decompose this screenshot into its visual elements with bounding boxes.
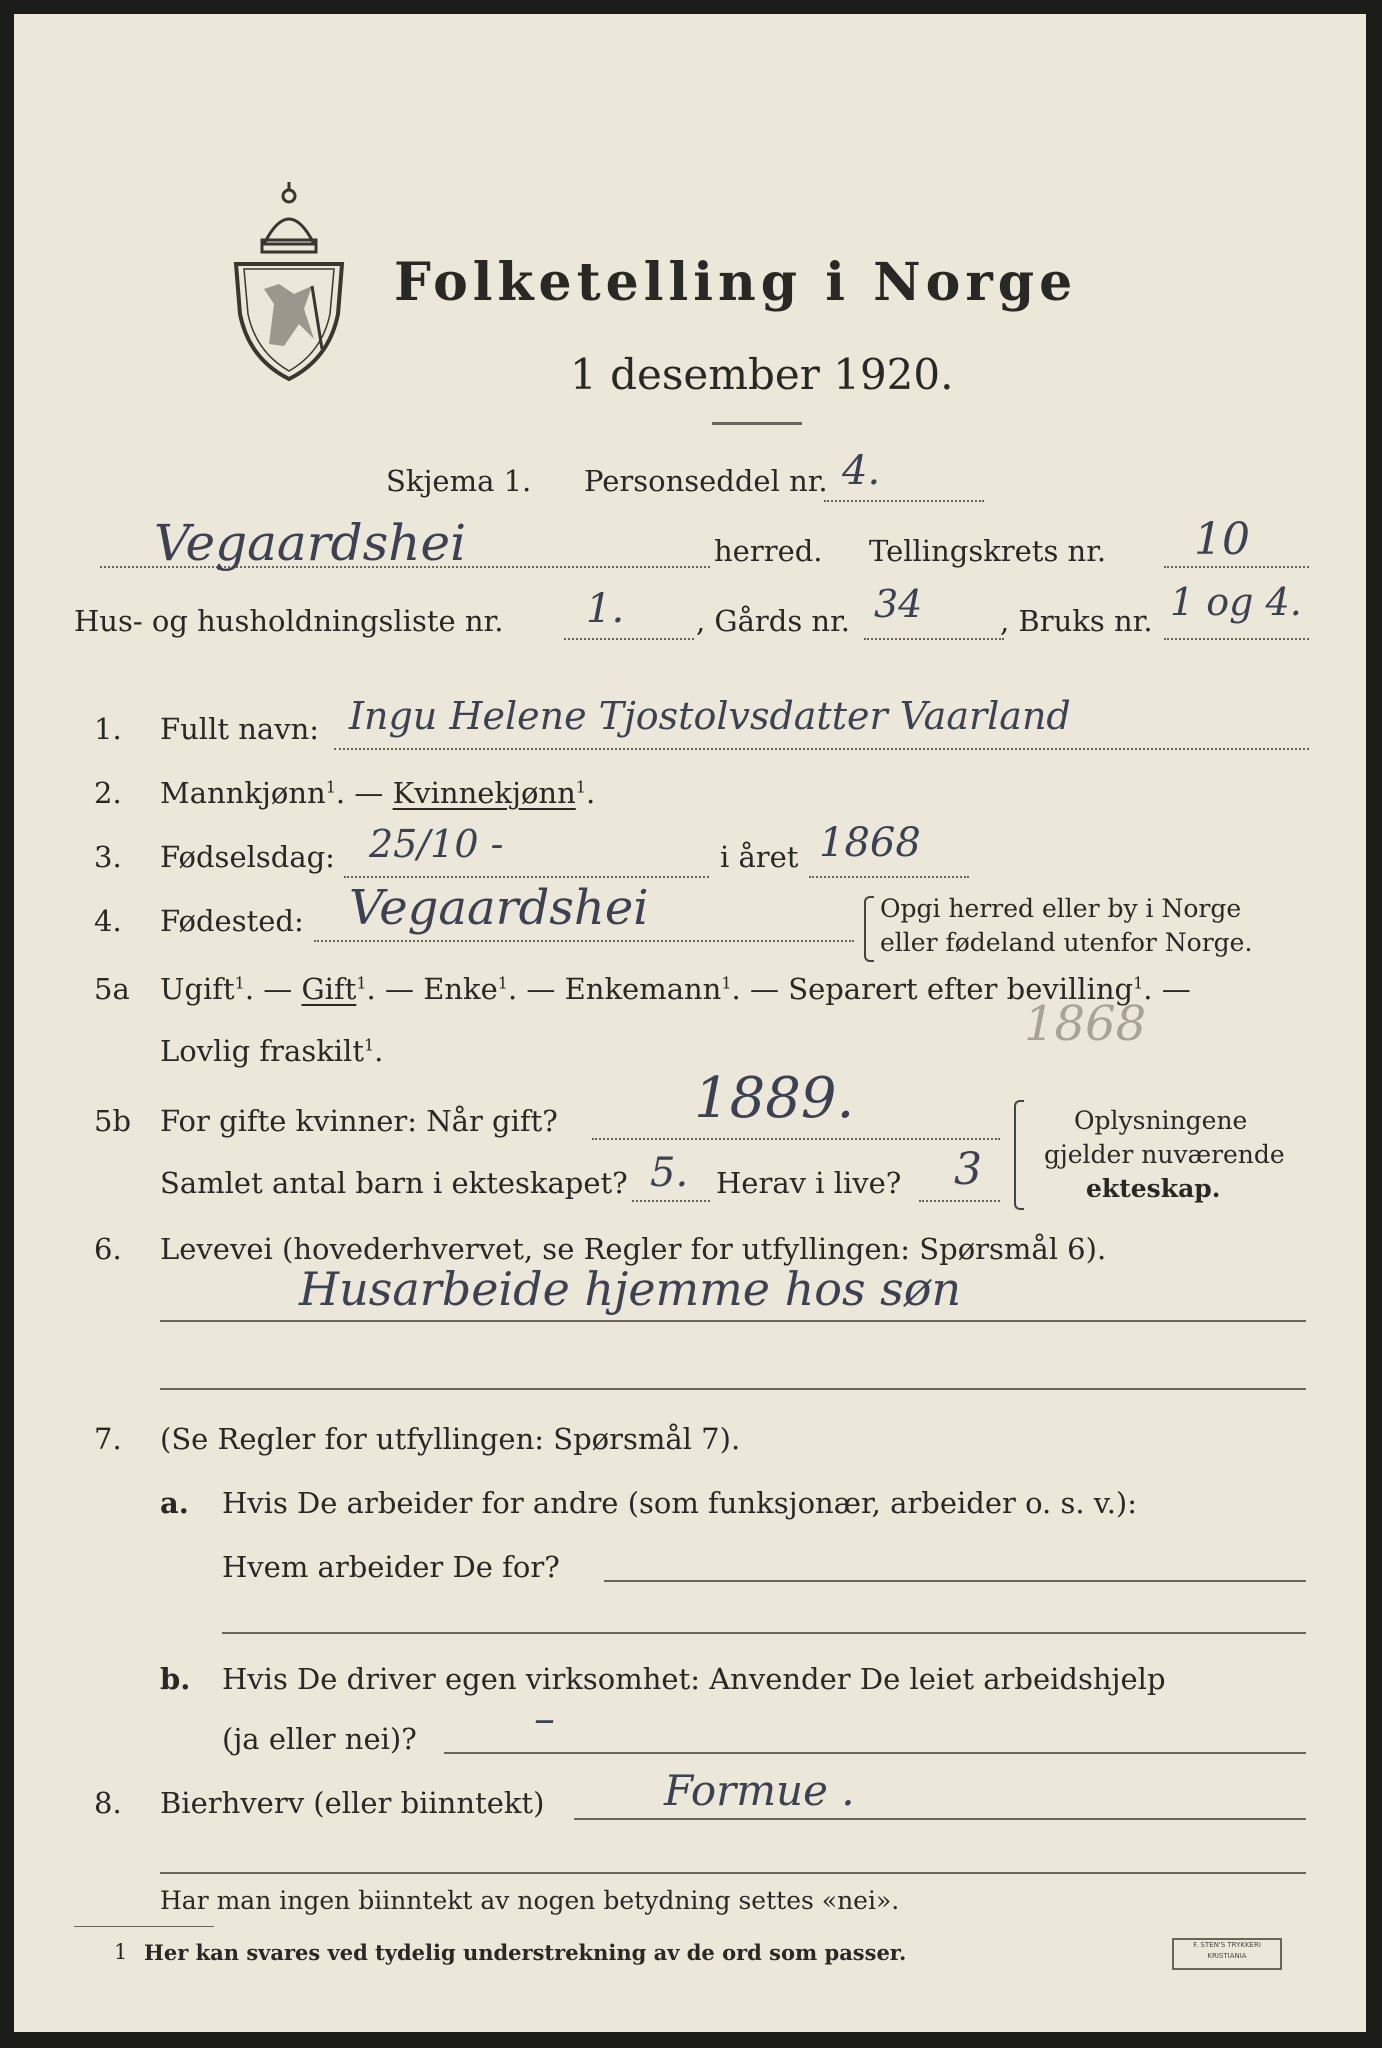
tellingskrets-field-line xyxy=(1164,566,1309,568)
q7b-text: Hvis De driver egen virksomhet: Anvender De leiet arbeidshjelp xyxy=(222,1662,1166,1696)
when-married-field-line xyxy=(592,1138,1000,1140)
census-form xyxy=(14,14,1366,2032)
fraskilt-period: . xyxy=(374,1034,384,1068)
q3-field-line xyxy=(344,876,709,878)
q8-label: Bierhverv (eller biinntekt) xyxy=(160,1786,545,1820)
full-name-value: Ingu Helene Tjostolvsdatter Vaarland xyxy=(349,694,1071,738)
ugift-footnote-mark: 1 xyxy=(234,973,245,993)
footnote-rule xyxy=(74,1926,214,1927)
bruks-label: , Bruks nr. xyxy=(1000,604,1153,638)
q8-field-line-2 xyxy=(160,1872,1306,1874)
q7b-value: – xyxy=(534,1694,555,1743)
q7b-question: (ja eller nei)? xyxy=(222,1722,417,1756)
q4-note-bracket xyxy=(864,896,874,962)
schema-label: Skjema 1. xyxy=(386,464,532,498)
q1-label: Fullt navn: xyxy=(160,712,320,746)
hus-label: Hus- og husholdningsliste nr. xyxy=(74,604,504,638)
gift-option: Gift xyxy=(301,972,357,1006)
gift-footnote-mark: 1 xyxy=(356,973,367,993)
printer-stamp xyxy=(1172,1938,1282,1970)
personseddel-label: Personseddel nr. xyxy=(584,464,828,498)
mann-footnote-mark: 1 xyxy=(325,777,336,797)
fraskilt-option: Lovlig fraskilt xyxy=(160,1034,364,1068)
q5a-number: 5a xyxy=(94,972,130,1006)
occupation-value: Husarbeide hjemme hos søn xyxy=(299,1262,962,1316)
q7a-letter: a. xyxy=(160,1486,189,1520)
nei-note: Har man ingen biinntekt av nogen betydning settes «nei». xyxy=(160,1886,900,1915)
separert-footnote-mark: 1 xyxy=(1133,973,1144,993)
children-alive-label: Herav i live? xyxy=(716,1166,902,1200)
mann-period: . xyxy=(335,776,346,810)
q8-field-line-1 xyxy=(574,1818,1306,1820)
bruks-value: 1 og 4. xyxy=(1170,580,1302,624)
herred-value: Vegaardshei xyxy=(154,514,467,572)
gards-field-line xyxy=(864,638,1004,640)
q4-note-line2: eller fødeland utenfor Norge. xyxy=(880,928,1253,957)
gift-dash: . — xyxy=(366,972,414,1006)
fraskilt-footnote-mark: 1 xyxy=(363,1035,375,1055)
q7-label: (Se Regler for utfyllingen: Spørsmål 7). xyxy=(160,1422,741,1456)
hus-field-line xyxy=(564,638,694,640)
year-label: i året xyxy=(720,840,799,874)
when-married-value: 1889. xyxy=(694,1066,855,1131)
enkemann-footnote-mark: 1 xyxy=(721,973,732,993)
q6-label: Levevei (hovederhvervet, se Regler for utfyllingen: Spørsmål 6). xyxy=(160,1232,1107,1266)
q4-label: Fødested: xyxy=(160,904,304,938)
q7-number: 7. xyxy=(94,1422,122,1456)
separert-dash: . — xyxy=(1143,972,1191,1006)
q4-note-line1: Opgi herred eller by i Norge xyxy=(880,894,1242,923)
ugift-option: Ugift xyxy=(160,972,235,1006)
q5b-note-line3: ekteskap. xyxy=(1086,1174,1221,1203)
q3-number: 3. xyxy=(94,840,122,874)
herred-label: herred. xyxy=(714,534,823,568)
form-title: Folketelling i Norge xyxy=(394,252,1078,313)
q5b-number: 5b xyxy=(94,1104,132,1138)
birthday-value: 25/10 - xyxy=(369,822,504,866)
kvinne-period: . xyxy=(585,776,596,810)
q2-separator: — xyxy=(354,776,384,810)
q6-field-line-2 xyxy=(160,1388,1306,1390)
q7a-question: Hvem arbeider De for? xyxy=(222,1550,560,1584)
q7b-letter: b. xyxy=(160,1662,191,1696)
mann-option: Mannkjønn xyxy=(160,776,326,810)
year-field-line xyxy=(809,876,969,878)
q4-number: 4. xyxy=(94,904,122,938)
footnote-text: Her kan svares ved tydelig understrekning av de ord som passer. xyxy=(144,1940,907,1965)
census-date: 1 desember 1920. xyxy=(570,350,954,399)
q5b-note-bracket xyxy=(1014,1100,1024,1210)
q4-field-line xyxy=(314,940,854,942)
children-total-label: Samlet antal barn i ekteskapet? xyxy=(160,1166,628,1200)
birth-year-value: 1868 xyxy=(819,820,921,866)
q7b-field-line xyxy=(444,1752,1306,1754)
bruks-field-line xyxy=(1164,638,1309,640)
q8-number: 8. xyxy=(94,1786,122,1820)
personseddel-field-line xyxy=(824,500,984,502)
kvinne-option: Kvinnekjønn xyxy=(392,776,576,810)
q6-field-line-1 xyxy=(160,1320,1306,1322)
q7a-text: Hvis De arbeider for andre (som funksjonær, arbeider o. s. v.): xyxy=(222,1486,1138,1520)
q5b-note-line2: gjelder nuværende xyxy=(1044,1140,1285,1169)
printer-stamp-line2: KRISTIANIA xyxy=(1207,1952,1247,1960)
printer-stamp-line1: F. STEN'S TRYKKERI xyxy=(1193,1941,1261,1949)
enkemann-dash: . — xyxy=(731,972,779,1006)
secondary-income-value: Formue . xyxy=(664,1766,855,1815)
children-total-field-line xyxy=(632,1200,710,1202)
kvinne-footnote-mark: 1 xyxy=(575,777,586,797)
fraskilt-option-row xyxy=(160,1034,383,1068)
birthplace-value: Vegaardshei xyxy=(349,880,649,936)
enke-dash: . — xyxy=(507,972,556,1006)
personseddel-value: 4. xyxy=(842,448,881,494)
gards-value: 34 xyxy=(874,582,923,626)
title-divider xyxy=(712,422,802,425)
hus-value: 1. xyxy=(586,586,625,632)
q7a-field-line-1 xyxy=(604,1580,1306,1582)
q1-field-line xyxy=(334,748,1309,750)
q2-number: 2. xyxy=(94,776,122,810)
coat-of-arms-icon xyxy=(224,174,354,384)
enkemann-option: Enkemann xyxy=(564,972,722,1006)
q5b-note-line1: Oplysningene xyxy=(1074,1106,1248,1135)
q6-number: 6. xyxy=(94,1232,122,1266)
enke-option: Enke xyxy=(423,972,498,1006)
ugift-dash: . — xyxy=(244,972,293,1006)
footnote-mark: 1 xyxy=(114,1940,128,1964)
q2-options xyxy=(160,776,595,810)
enke-footnote-mark: 1 xyxy=(497,973,508,993)
children-alive-value: 3 xyxy=(954,1144,982,1195)
gards-label: , Gårds nr. xyxy=(696,604,850,638)
tellingskrets-label: Tellingskrets nr. xyxy=(869,534,1107,568)
q7a-field-line-2 xyxy=(222,1632,1306,1634)
q1-number: 1. xyxy=(94,712,122,746)
tellingskrets-value: 10 xyxy=(1194,514,1250,565)
children-alive-field-line xyxy=(919,1200,1000,1202)
q3-label: Fødselsdag: xyxy=(160,840,335,874)
margin-note: 1868 xyxy=(1024,996,1147,1052)
children-total-value: 5. xyxy=(650,1150,689,1196)
separert-option: Separert efter bevilling xyxy=(788,972,1134,1006)
when-married-label: For gifte kvinner: Når gift? xyxy=(160,1104,558,1138)
